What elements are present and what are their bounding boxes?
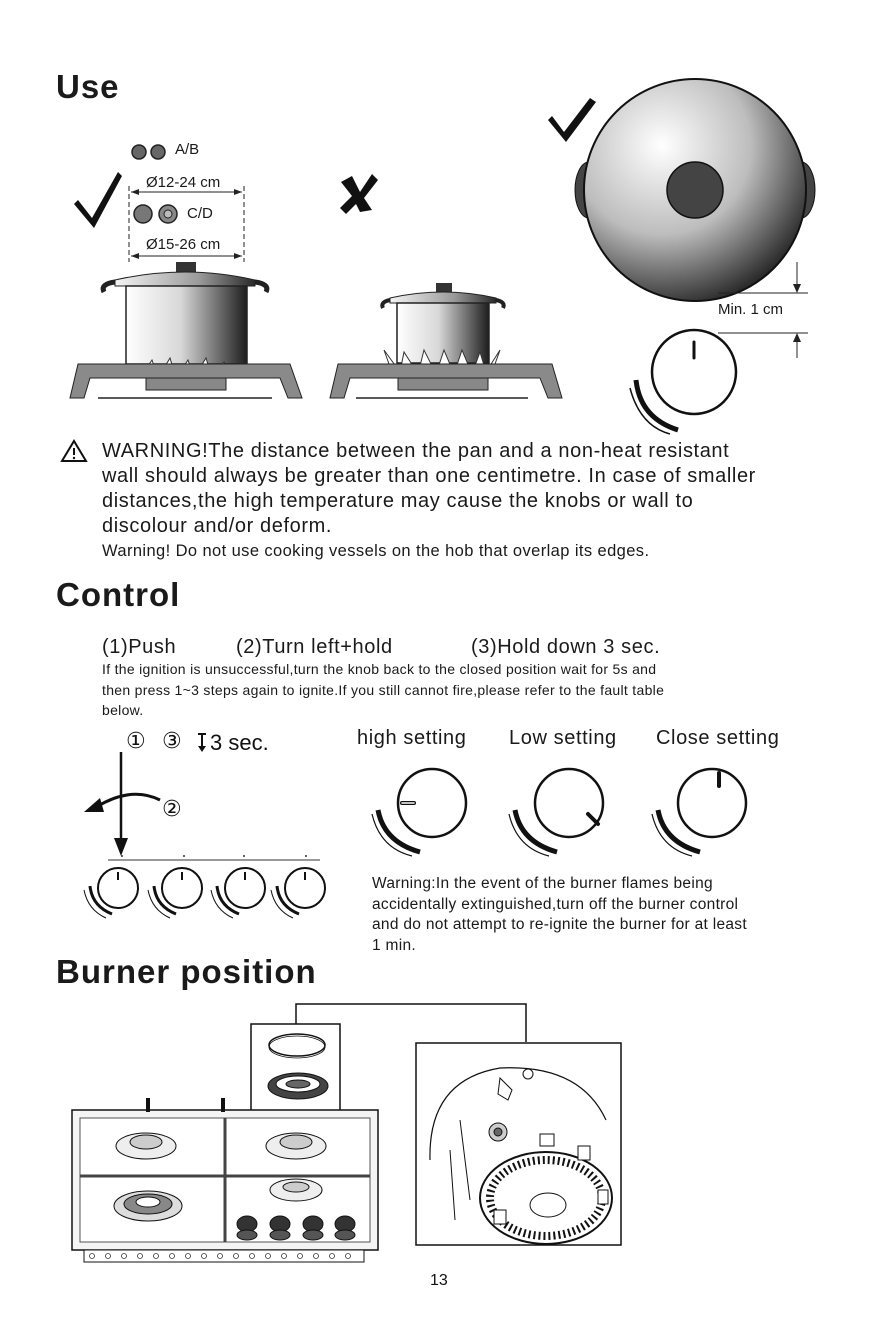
marker-2: ② xyxy=(162,796,182,821)
burner-cap-icon xyxy=(269,1034,325,1058)
label-low-setting: Low setting xyxy=(509,727,617,749)
info-line: then press 1~3 steps again to ignite.If you still cannot fire,please refer to the fault table xyxy=(102,681,665,698)
burner-icon xyxy=(270,1179,322,1201)
info-line: below. xyxy=(102,702,144,718)
hob-knob-icon xyxy=(303,1216,323,1240)
flame-warning-line: 1 min. xyxy=(372,936,417,954)
hob-knob-icon xyxy=(237,1216,257,1240)
burner-cd-size: Ø15-26 cm xyxy=(146,236,221,253)
page-number: 13 xyxy=(430,1272,448,1289)
burner-icon xyxy=(116,1133,176,1159)
section-title-use: Use xyxy=(56,68,120,105)
marker-3: ③ xyxy=(162,728,182,753)
burner-crown-icon xyxy=(268,1073,328,1099)
hob-knob-icon xyxy=(270,1216,290,1240)
hold-time: 3 sec. xyxy=(210,730,269,755)
warning-line: discolour and/or deform. xyxy=(102,515,333,537)
section-title-control: Control xyxy=(56,576,181,613)
burner-ab-size: Ø12-24 cm xyxy=(146,174,221,191)
min-distance-label: Min. 1 cm xyxy=(718,301,784,318)
marker-1: ① xyxy=(126,728,146,753)
info-line: If the ignition is unsuccessful,turn the knob back to the closed position wait for 5s and xyxy=(102,661,657,677)
warning-line: WARNING!The distance between the pan and a non-heat resistant xyxy=(102,440,730,462)
label-high-setting: high setting xyxy=(357,727,467,749)
burner-ab-label: A/B xyxy=(175,141,200,158)
step-push: (1)Push xyxy=(102,636,177,658)
flame-warning-line: Warning:In the event of the burner flames being xyxy=(372,875,713,892)
wok-burner-icon xyxy=(114,1191,182,1221)
hob-icon xyxy=(72,1098,378,1262)
label-close-setting: Close setting xyxy=(656,727,780,749)
burner-cd-label: C/D xyxy=(187,205,213,222)
warning-line: distances,the high temperature may cause the knobs or wall to xyxy=(102,490,694,512)
flame-warning-line: and do not attempt to re-ignite the burner for at least xyxy=(372,916,747,933)
flame-warning-line: accidentally extinguished,turn off the burner control xyxy=(372,895,739,913)
step-hold: (3)Hold down 3 sec. xyxy=(471,636,661,658)
overlap-warning: Warning! Do not use cooking vessels on the hob that overlap its edges. xyxy=(102,542,650,560)
warning-line: wall should always be greater than one centimetre. In case of smaller xyxy=(102,465,756,487)
section-title-burner-position: Burner position xyxy=(56,953,317,990)
step-turn: (2)Turn left+hold xyxy=(236,636,393,658)
burner-icon xyxy=(266,1133,326,1159)
hob-knob-icon xyxy=(335,1216,355,1240)
